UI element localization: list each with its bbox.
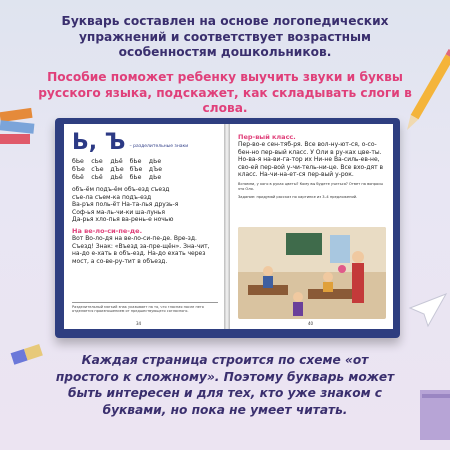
syllable: бЬе	[129, 174, 142, 181]
word-line: Да-рья хло-пья ва-рень-е ночью	[72, 216, 174, 224]
right-task: Задание: придумай рассказ по картинке из 3–4 предложений.	[238, 194, 358, 199]
left-subhead: На ве-ло-си-пе-де.	[72, 226, 143, 235]
word-line: объ-ём подъ-ём объ-езд съезд	[72, 186, 170, 193]
stacked-books-icon	[0, 90, 40, 150]
paper-plane-icon	[408, 290, 448, 330]
letters-note: – разделительные знаки	[129, 143, 189, 149]
right-page-number: 40	[308, 321, 314, 326]
syllable: бЪе	[129, 166, 143, 173]
word-line: съе-ла съем-ка подъ-езд	[72, 193, 152, 201]
syllable: бЬё	[72, 174, 84, 181]
benefit-text: Пособие поможет ребенку выучить звуки и буквы русского языка, подскажет, как складывать слоги в слова.	[38, 70, 412, 115]
letters-title: Ь, Ъ	[72, 130, 126, 155]
right-page	[230, 124, 393, 329]
syllable: дЬё	[110, 174, 123, 181]
syllable: дЬё	[110, 158, 123, 165]
left-footnote: Разделительный мягкий знак указывает на то, что гласная после него отделяется произношением от предшествующего согласного.	[72, 302, 218, 313]
syllable: дЪе	[110, 166, 124, 173]
classroom-illustration	[238, 227, 386, 319]
right-subhead: Пер-вый класс.	[238, 133, 296, 141]
syllable: бЬе	[72, 158, 84, 165]
syllable: бЪе	[72, 166, 85, 173]
eraser-icon	[8, 340, 48, 370]
left-page-number: 34	[136, 321, 142, 326]
word-line: Соф-ья ма-ль-чи-ки ша-лунья	[72, 208, 165, 216]
right-text: Пер-во-е сен-тяб-ря. Все вол-ну-ют-ся, о-со-бен-но пер-вый класс. У Оли в ру-ках цве-ты. Но-ва-я на-ви-га-тор их Ни-не Ва-силь-ев-не, сво-ей пер-вой у-чи-тель-ни-це. Все вхо-дят в класс. На-чи-на-ет-ся пер-вый у-рок.	[238, 141, 384, 179]
open-book	[55, 118, 400, 338]
syllables-grid	[72, 158, 168, 182]
pencil-icon	[400, 40, 450, 160]
words-list	[72, 186, 218, 224]
word-line: Ва-ръя поль-ёт На-та-лья друзь-я	[72, 201, 179, 209]
notebook-icon	[410, 380, 450, 440]
syllable: дЬе	[148, 158, 162, 165]
right-question: Вспомни, у кого в руках цветы? Кому вы будете учиться? Ответ на вопросы это Оля.	[238, 182, 384, 191]
syllable: сЪе	[91, 166, 104, 173]
intro-text: Букварь составлен на основе логопедических упражнений и соответствует возрастным особенностям дошкольников.	[61, 14, 389, 59]
syllable: бЬе	[129, 158, 142, 165]
syllable: дЪе	[148, 166, 163, 173]
syllable: сЬё	[91, 174, 103, 181]
left-text: Вот Во-ло-дя на ве-ло-си-пе-де. Вре-зд. Съезд! Знак: «Въезд за-пре-щён». Зна-чит, на-до е-хать в объ-езд. На-до ехать через мост, а со-ве-ру-тит в объезд.	[72, 235, 210, 265]
bottom-text: Каждая страница строится по схеме «от простого к сложному». Поэтому букварь может быть интересен и для тех, кто уже знаком с буквами, но пока не умеет читать.	[55, 353, 395, 417]
syllable: дЬе	[148, 174, 162, 181]
syllable: сЬе	[91, 158, 103, 165]
left-page	[64, 124, 224, 329]
